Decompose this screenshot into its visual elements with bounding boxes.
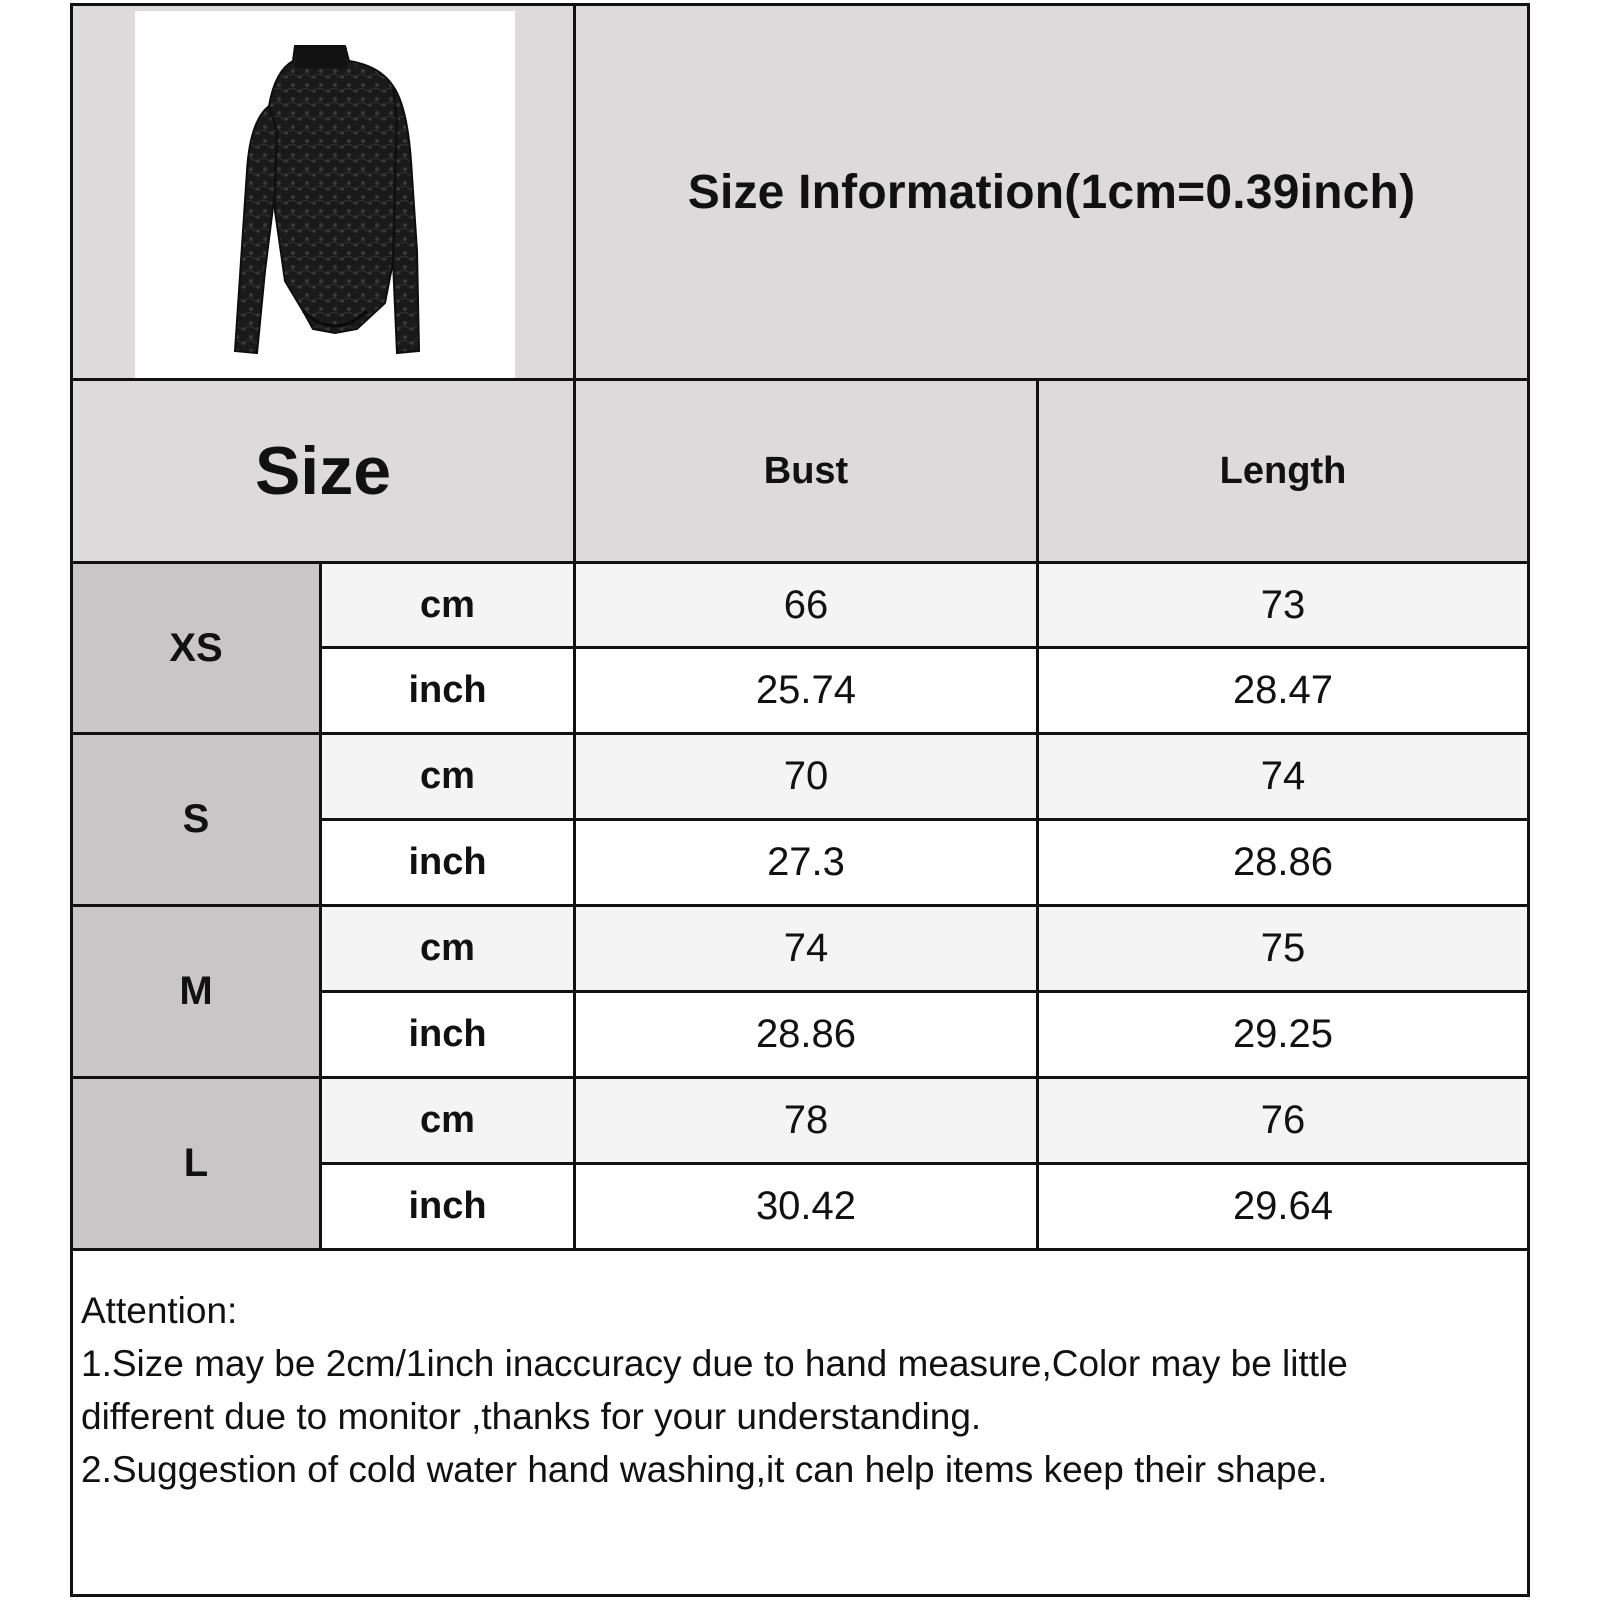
length-cm-value: 74	[1039, 735, 1527, 818]
unit-label: cm	[322, 907, 573, 990]
length-inch-value: 28.86	[1039, 821, 1527, 904]
length-inch-value: 29.64	[1039, 1165, 1527, 1248]
divider	[73, 904, 1527, 907]
bust-inch-value: 30.42	[576, 1165, 1036, 1248]
length-cm-value: 73	[1039, 564, 1527, 646]
size-label: XS	[73, 564, 319, 732]
unit-label: inch	[322, 1165, 573, 1248]
divider	[322, 990, 1527, 993]
unit-label: inch	[322, 649, 573, 732]
attention-heading: Attention:	[81, 1290, 238, 1331]
bust-inch-value: 28.86	[576, 993, 1036, 1076]
unit-label: inch	[322, 821, 573, 904]
length-inch-value: 29.25	[1039, 993, 1527, 1076]
length-cm-value: 75	[1039, 907, 1527, 990]
size-label: M	[73, 907, 319, 1076]
bust-cm-value: 74	[576, 907, 1036, 990]
attention-notes	[81, 1284, 1511, 1496]
divider	[322, 1162, 1527, 1165]
attention-note: different due to monitor ,thanks for your understanding.	[81, 1396, 982, 1437]
unit-label: inch	[322, 993, 573, 1076]
length-cm-value: 76	[1039, 1079, 1527, 1162]
divider	[73, 378, 1527, 381]
bust-cm-value: 78	[576, 1079, 1036, 1162]
divider	[322, 818, 1527, 821]
bust-cm-value: 70	[576, 735, 1036, 818]
product-image	[135, 11, 515, 381]
length-column-header: Length	[1039, 381, 1527, 561]
bust-cm-value: 66	[576, 564, 1036, 646]
attention-note: 2.Suggestion of cold water hand washing,it can help items keep their shape.	[81, 1449, 1328, 1490]
size-chart	[70, 3, 1530, 1597]
bust-inch-value: 27.3	[576, 821, 1036, 904]
unit-label: cm	[322, 564, 573, 646]
divider	[322, 646, 1527, 649]
bust-column-header: Bust	[576, 381, 1036, 561]
divider	[1036, 378, 1039, 1248]
divider	[73, 561, 1527, 564]
unit-label: cm	[322, 735, 573, 818]
size-column-header: Size	[73, 381, 573, 561]
divider	[573, 6, 576, 1248]
size-label: L	[73, 1079, 319, 1248]
attention-note: 1.Size may be 2cm/1inch inaccuracy due to hand measure,Color may be little	[81, 1343, 1348, 1384]
divider	[73, 1248, 1527, 1251]
bodysuit-icon	[135, 11, 515, 381]
divider	[73, 732, 1527, 735]
product-image-cell	[73, 6, 573, 378]
length-inch-value: 28.47	[1039, 649, 1527, 732]
bust-inch-value: 25.74	[576, 649, 1036, 732]
divider	[73, 1076, 1527, 1079]
divider	[319, 561, 322, 1248]
page-title: Size Information(1cm=0.39inch)	[576, 6, 1527, 378]
unit-label: cm	[322, 1079, 573, 1162]
size-label: S	[73, 735, 319, 904]
